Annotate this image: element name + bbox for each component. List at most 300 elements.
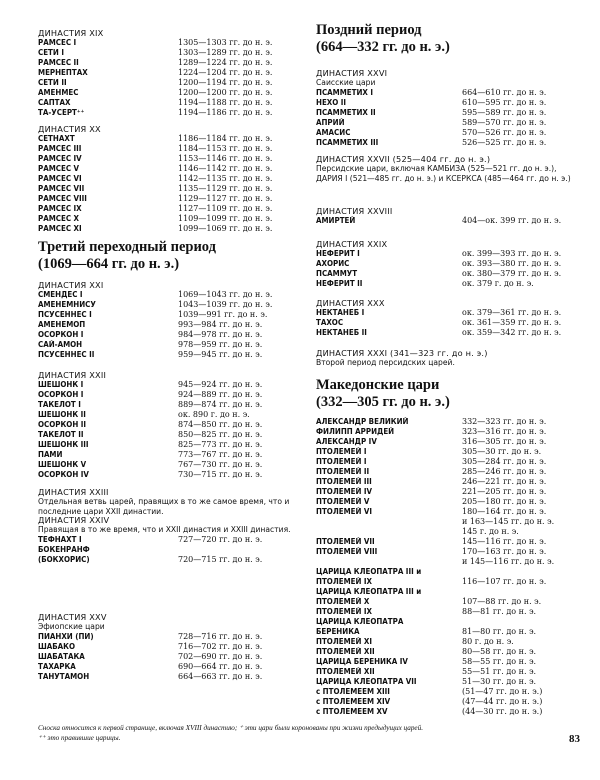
- king-row: [316, 279, 584, 289]
- king-row: [316, 427, 584, 437]
- reign-dates: 1224—1204 гг. до н. э.: [178, 68, 273, 77]
- king-row: [38, 300, 300, 310]
- king-row: [316, 259, 584, 269]
- king-row: [38, 224, 300, 234]
- reign-dates: 107—88 гг. до н. э.: [462, 597, 542, 606]
- king-name: ЦАРИЦА КЛЕОПАТРА: [316, 617, 404, 626]
- reign-dates: 978—959 гг. до н. э.: [178, 340, 263, 349]
- king-name: ПТОЛЕМЕЙ III: [316, 477, 372, 486]
- dynasty-21: [38, 280, 300, 360]
- king-name: ПТОЛЕМЕЙ IX: [316, 577, 373, 586]
- reign-dates: 246—221 гг. до н. э.: [462, 477, 547, 486]
- reign-dates: 1184—1153 гг. до н. э.: [178, 144, 273, 153]
- reign-dates: 81—80 гг. до н. э.: [462, 627, 537, 636]
- king-row: [316, 657, 584, 667]
- king-row: [38, 672, 300, 682]
- king-name: ПТОЛЕМЕЙ X: [316, 597, 370, 606]
- king-row: [316, 477, 584, 487]
- king-row: [38, 48, 300, 58]
- reign-dates: 80—58 гг. до н. э.: [462, 647, 537, 656]
- king-name: ТАКЕЛОТ I: [38, 400, 81, 409]
- reign-dates: 595—589 гг. до н. э.: [462, 107, 547, 117]
- king-row: [316, 577, 584, 587]
- king-row: [316, 537, 584, 547]
- king-row: [316, 507, 584, 517]
- king-row: [316, 677, 584, 687]
- reign-dates: 570—526 гг. до н. э.: [462, 127, 547, 137]
- reign-dates: 526—525 гг. до н. э.: [462, 137, 547, 147]
- king-row: [316, 707, 584, 717]
- king-name: НЕКТАНЕБ II: [316, 328, 367, 337]
- king-row: [38, 154, 300, 164]
- reign-dates: 664—610 гг. до н. э.: [462, 87, 547, 97]
- reign-dates: 1039—991 гг. до н. э.: [178, 310, 268, 319]
- reign-dates: ок. 379—361 гг. до н. э.: [462, 308, 562, 317]
- dynasty-title: ДИНАСТИЯ XXI: [38, 280, 104, 290]
- reign-dates: 1142—1135 гг. до н. э.: [178, 174, 273, 183]
- king-name: ШАБАТАКА: [38, 651, 85, 661]
- king-name: [316, 517, 462, 527]
- reign-dates: и 163—145 гг. до н. э.: [462, 517, 555, 526]
- king-name: ПТОЛЕМЕЙ V: [316, 497, 370, 506]
- king-name: АХОРИС: [316, 259, 350, 268]
- section-heading-dates: (1069—664 гг. до н. э.): [38, 256, 180, 272]
- reign-dates: 404—ок. 399 гг. до н. э.: [462, 216, 562, 225]
- reign-dates: 51—30 гг. до н. э.: [462, 677, 537, 686]
- dynasty-subtitle: Саисские цари: [316, 78, 376, 87]
- king-name: РАМСЕС I: [38, 38, 77, 47]
- king-name: СЕТНАХТ: [38, 134, 75, 143]
- king-name: ПТОЛЕМЕЙ XII: [316, 647, 375, 656]
- king-name: ЦАРИЦА КЛЕОПАТРА III и: [316, 567, 422, 576]
- king-row: [38, 144, 300, 154]
- reign-dates: 727—720 гг. до н. э.: [178, 534, 263, 544]
- dynasty-title: ДИНАСТИЯ XXXI (341—323 гг. до н. э.): [316, 348, 488, 358]
- king-row: [38, 390, 300, 400]
- king-row: [316, 597, 584, 607]
- reign-dates: 145 г. до н. э.: [462, 527, 519, 536]
- king-name: ТАХОС: [316, 318, 344, 327]
- reign-dates: [462, 567, 584, 577]
- king-row: [38, 380, 300, 390]
- reign-dates: 1194—1186 гг. до н. э.: [178, 108, 273, 117]
- king-row: [38, 470, 300, 480]
- reign-dates: 1043—1039 гг. до н. э.: [178, 300, 273, 309]
- king-row: [38, 68, 300, 78]
- reign-dates: 205—180 гг. до н. э.: [462, 497, 547, 506]
- king-row: [316, 138, 584, 148]
- king-name: АМАСИС: [316, 127, 351, 137]
- reign-dates: 716—702 гг. до н. э.: [178, 641, 263, 651]
- reign-dates: 1289—1224 гг. до н. э.: [178, 58, 273, 67]
- king-name: НЕХО II: [316, 97, 347, 107]
- king-row: [38, 134, 300, 144]
- dynasty-26: [316, 68, 584, 148]
- king-name: (БОКХОРИС): [38, 554, 90, 564]
- footnote-line: ⁺⁺ это правившие царицы.: [38, 733, 121, 742]
- king-name: САЙ-АМОН: [38, 340, 83, 349]
- king-row: [316, 697, 584, 707]
- dynasty-28: [316, 206, 584, 226]
- king-row: [316, 328, 584, 338]
- reign-dates: ок. 890 г. до н. э.: [178, 410, 250, 419]
- king-name: ПИАНХИ (ПИ): [38, 631, 94, 641]
- reign-dates: [178, 545, 300, 555]
- king-row: [38, 290, 300, 300]
- reign-dates: 690—664 гг. до н. э.: [178, 661, 263, 671]
- king-row: [316, 487, 584, 497]
- king-name: ПТОЛЕМЕЙ VII: [316, 537, 375, 546]
- king-row: [316, 98, 584, 108]
- dynasty-title: ДИНАСТИЯ XXVI: [316, 68, 388, 78]
- dynasty-note: Правящая в то же время, что и XXII династия и XXIII династия.: [38, 525, 291, 534]
- king-row: [38, 310, 300, 320]
- king-row: [38, 38, 300, 48]
- reign-dates: 664—663 гг. до н. э.: [178, 671, 263, 681]
- king-row: [38, 184, 300, 194]
- king-name: ПТОЛЕМЕЙ VIII: [316, 547, 378, 556]
- king-name: АПРИЙ: [316, 117, 345, 127]
- king-name: АЛЕКСАНДР ВЕЛИКИЙ: [316, 417, 409, 426]
- king-name: ШЕШОНК III: [38, 440, 89, 449]
- king-name: ЦАРИЦА БЕРЕНИКА IV: [316, 657, 408, 666]
- king-row: [316, 467, 584, 477]
- king-name: РАМСЕС VI: [38, 174, 82, 183]
- reign-dates: [462, 617, 584, 627]
- king-name: ТАХАРКА: [38, 661, 76, 671]
- reign-dates: 1200—1200 гг. до н. э.: [178, 88, 273, 97]
- reign-dates: 984—978 гг. до н. э.: [178, 330, 263, 339]
- king-name: АМЕНМЕС: [38, 88, 79, 97]
- king-row: [38, 98, 300, 108]
- reign-dates: и 145—116 гг. до н. э.: [462, 557, 555, 566]
- reign-dates: 1194—1188 гг. до н. э.: [178, 98, 273, 107]
- reign-dates: ок. 379 г. до н. э.: [462, 279, 534, 288]
- king-name: РАМСЕС II: [38, 58, 79, 67]
- dynasty-note: Персидские цари, включая КАМБИЗА (525—521 гг. до н. э.), ДАРИЯ I (521—485 гг. до н. э.) и КСЕРКСА (485—464 гг. до н. э.): [316, 164, 571, 183]
- dynasty-29: [316, 239, 584, 289]
- king-row: [316, 118, 584, 128]
- king-row: [316, 557, 584, 567]
- king-row: [38, 58, 300, 68]
- king-name: [316, 527, 462, 537]
- king-name: АМЕНЕМОП: [38, 320, 86, 329]
- section-macedonian: [316, 377, 584, 717]
- king-row: [38, 340, 300, 350]
- king-row: [316, 417, 584, 427]
- reign-dates: ок. 399—393 гг. до н. э.: [462, 249, 562, 258]
- king-name: ОСОРКОН I: [38, 330, 84, 339]
- king-row: [38, 410, 300, 420]
- king-name: ПТОЛЕМЕЙ IV: [316, 487, 373, 496]
- king-row: [38, 400, 300, 410]
- king-name: СЕТИ I: [38, 48, 64, 57]
- king-name: ШЕШОНК I: [38, 380, 84, 389]
- king-name: с ПТОЛЕМЕЕМ XIII: [316, 687, 390, 696]
- king-name: ТА-УСЕРТ⁺⁺: [38, 108, 85, 117]
- reign-dates: 945—924 гг. до н. э.: [178, 380, 263, 389]
- king-row: [316, 587, 584, 597]
- reign-dates: 1109—1099 гг. до н. э.: [178, 214, 273, 223]
- king-row: [316, 627, 584, 637]
- reign-dates: 720—715 гг. до н. э.: [178, 554, 263, 564]
- king-name: БЕРЕНИКА: [316, 627, 360, 636]
- king-row: [316, 437, 584, 447]
- king-name: [316, 557, 462, 567]
- king-row: [38, 78, 300, 88]
- king-row: [38, 420, 300, 430]
- reign-dates: (51—47 гг. до н. э.): [462, 687, 543, 696]
- dynasty-title: ДИНАСТИЯ XXIX: [316, 239, 388, 249]
- king-row: [38, 164, 300, 174]
- reign-dates: 1127—1109 гг. до н. э.: [178, 204, 273, 213]
- reign-dates: 959—945 гг. до н. э.: [178, 350, 263, 359]
- reign-dates: 825—773 гг. до н. э.: [178, 440, 263, 449]
- king-row: [38, 652, 300, 662]
- section-heading: Поздний период: [316, 22, 422, 38]
- king-row: [316, 517, 584, 527]
- king-row: [316, 607, 584, 617]
- king-name: ЦАРИЦА КЛЕОПАТРА VII: [316, 677, 417, 686]
- king-name: ПТОЛЕМЕЙ VI: [316, 507, 373, 516]
- king-name: ПСАММУТ: [316, 269, 358, 278]
- dynasty-title: ДИНАСТИЯ XX: [38, 124, 101, 134]
- king-row: [38, 204, 300, 214]
- king-row: [38, 320, 300, 330]
- king-name: ПСАММЕТИХ III: [316, 137, 379, 147]
- king-row: [38, 440, 300, 450]
- king-row: [38, 632, 300, 642]
- king-row: [316, 457, 584, 467]
- footnote: [38, 724, 528, 743]
- dynasty-title: ДИНАСТИЯ XXV: [38, 612, 107, 622]
- reign-dates: 730—715 гг. до н. э.: [178, 470, 263, 479]
- king-name: НЕФЕРИТ II: [316, 279, 363, 288]
- reign-dates: 1135—1129 гг. до н. э.: [178, 184, 273, 193]
- reign-dates: 850—825 гг. до н. э.: [178, 430, 263, 439]
- king-row: [316, 108, 584, 118]
- reign-dates: 305—284 гг. до н. э.: [462, 457, 547, 466]
- reign-dates: 180—164 гг. до н. э.: [462, 507, 547, 516]
- king-name: СЕТИ II: [38, 78, 67, 87]
- dynasty-27: [316, 154, 584, 184]
- reign-dates: (44—30 гг. до н. э.): [462, 707, 543, 716]
- king-row: [316, 567, 584, 577]
- king-row: [316, 637, 584, 647]
- reign-dates: 221—205 гг. до н. э.: [462, 487, 547, 496]
- dynasty-title: ДИНАСТИЯ XIX: [38, 28, 104, 38]
- king-name: РАМСЕС III: [38, 144, 82, 153]
- reign-dates: 116—107 гг. до н. э.: [462, 577, 547, 586]
- king-row: [316, 647, 584, 657]
- reign-dates: 55—51 гг. до н. э.: [462, 667, 537, 676]
- dynasty-25: [38, 612, 300, 682]
- section-third-intermediate: [38, 239, 300, 273]
- reign-dates: 1099—1069 гг. до н. э.: [178, 224, 273, 233]
- king-row: [316, 269, 584, 279]
- king-row: [38, 535, 300, 545]
- reign-dates: 88—81 гг. до н. э.: [462, 607, 537, 616]
- king-name: ОСОРКОН I: [38, 390, 84, 399]
- king-name: ПТОЛЕМЕЙ IX: [316, 607, 373, 616]
- dynasty-subtitle: Эфиопские цари: [38, 622, 105, 631]
- king-row: [38, 460, 300, 470]
- king-name: ШЕШОНК V: [38, 460, 87, 469]
- king-name: ПТОЛЕМЕЙ II: [316, 467, 370, 476]
- king-name: РАМСЕС VII: [38, 184, 85, 193]
- dynasty-23: [38, 487, 300, 517]
- reign-dates: 80 г. до н. э.: [462, 637, 514, 646]
- reign-dates: 1153—1146 гг. до н. э.: [178, 154, 273, 163]
- reign-dates: 170—163 гг. до н. э.: [462, 547, 547, 556]
- king-row: [316, 497, 584, 507]
- king-name: ОСОРКОН IV: [38, 470, 89, 479]
- reign-dates: 285—246 гг. до н. э.: [462, 467, 547, 476]
- king-name: РАМСЕС VIII: [38, 194, 87, 203]
- king-name: ПСАММЕТИХ I: [316, 87, 373, 97]
- king-row: [38, 555, 300, 565]
- reign-dates: [462, 587, 584, 597]
- reign-dates: 1129—1127 гг. до н. э.: [178, 194, 273, 203]
- king-row: [38, 545, 300, 555]
- dynasty-24: [38, 515, 300, 565]
- king-row: [38, 350, 300, 360]
- king-row: [38, 214, 300, 224]
- reign-dates: 323—316 гг. до н. э.: [462, 427, 547, 436]
- reign-dates: 1146—1142 гг. до н. э.: [178, 164, 273, 173]
- reign-dates: 874—850 гг. до н. э.: [178, 420, 263, 429]
- dynasty-19: [38, 28, 300, 118]
- king-name: ПСУСЕННЕС II: [38, 350, 95, 359]
- king-row: [38, 430, 300, 440]
- page-number: 83: [569, 733, 580, 745]
- king-row: [316, 128, 584, 138]
- king-name: БОКЕНРАНФ: [38, 544, 90, 554]
- king-name: МЕРНЕПТАХ: [38, 68, 88, 77]
- king-name: ПТОЛЕМЕЙ I: [316, 457, 367, 466]
- king-name: ПТОЛЕМЕЙ XII: [316, 667, 375, 676]
- section-heading-dates: (332—305 гг. до н. э.): [316, 394, 450, 410]
- king-row: [38, 88, 300, 98]
- king-row: [316, 667, 584, 677]
- king-row: [38, 108, 300, 118]
- reign-dates: 773—767 гг. до н. э.: [178, 450, 263, 459]
- dynasty-31: [316, 348, 584, 368]
- king-name: ПАМИ: [38, 450, 63, 459]
- king-name: ШАБАКО: [38, 641, 76, 651]
- reign-dates: (47—44 гг. до н. э.): [462, 697, 543, 706]
- reign-dates: 728—716 гг. до н. э.: [178, 631, 263, 641]
- king-row: [316, 447, 584, 457]
- king-name: АЛЕКСАНДР IV: [316, 437, 377, 446]
- king-row: [38, 330, 300, 340]
- king-name: ТАНУТАМОН: [38, 671, 90, 681]
- reign-dates: ок. 393—380 гг. до н. э.: [462, 259, 562, 268]
- dynasty-note: Отдельная ветвь царей, правящих в то же самое время, что и последние цари XXII династии.: [38, 497, 290, 516]
- dynasty-title: ДИНАСТИЯ XXVIII: [316, 206, 393, 216]
- king-row: [316, 88, 584, 98]
- king-name: РАМСЕС X: [38, 214, 79, 223]
- king-name: ПСАММЕТИХ II: [316, 107, 376, 117]
- king-name: ТЕФНАХТ I: [38, 534, 82, 544]
- section-heading: Македонские цари: [316, 377, 440, 393]
- king-name: ЦАРИЦА КЛЕОПАТРА III и: [316, 587, 422, 596]
- king-name: ФИЛИПП АРРИДЕЙ: [316, 427, 395, 436]
- king-row: [38, 174, 300, 184]
- king-row: [316, 318, 584, 328]
- reign-dates: 145—116 гг. до н. э.: [462, 537, 547, 546]
- reign-dates: 702—690 гг. до н. э.: [178, 651, 263, 661]
- dynasty-title: ДИНАСТИЯ XXVII (525—404 гг. до н. э.): [316, 154, 491, 164]
- reign-dates: ок. 361—359 гг. до н. э.: [462, 318, 562, 327]
- king-row: [316, 547, 584, 557]
- king-name: РАМСЕС V: [38, 164, 79, 173]
- reign-dates: 1200—1194 гг. до н. э.: [178, 78, 273, 87]
- king-name: САПТАХ: [38, 98, 71, 107]
- dynasty-title: ДИНАСТИЯ XXIII: [38, 487, 109, 497]
- dynasty-30: [316, 298, 584, 338]
- reign-dates: 993—984 гг. до н. э.: [178, 320, 263, 329]
- reign-dates: 1069—1043 гг. до н. э.: [178, 290, 273, 299]
- king-name: ШЕШОНК II: [38, 410, 86, 419]
- section-heading: Третий переходный период: [38, 239, 216, 255]
- king-name: СМЕНДЕС I: [38, 290, 83, 299]
- king-name: с ПТОЛЕМЕЕМ XIV: [316, 697, 391, 706]
- king-row: [316, 249, 584, 259]
- king-name: АМЕНЕМНИСУ: [38, 300, 96, 309]
- king-row: [38, 642, 300, 652]
- section-late-period: [316, 22, 584, 56]
- king-name: РАМСЕС IX: [38, 204, 82, 213]
- king-name: РАМСЕС IV: [38, 154, 82, 163]
- reign-dates: 58—55 гг. до н. э.: [462, 657, 537, 666]
- king-name: ОСОРКОН II: [38, 420, 87, 429]
- reign-dates: 1186—1184 гг. до н. э.: [178, 134, 273, 143]
- king-row: [316, 687, 584, 697]
- king-name: НЕКТАНЕБ I: [316, 308, 365, 317]
- king-name: ПТОЛЕМЕЙ XI: [316, 637, 373, 646]
- king-name: РАМСЕС XI: [38, 224, 82, 233]
- king-name: ПСУСЕННЕС I: [38, 310, 92, 319]
- reign-dates: 305—30 гг. до н. э.: [462, 447, 542, 456]
- king-name: АМИРТЕЙ: [316, 216, 356, 225]
- king-name: НЕФЕРИТ I: [316, 249, 360, 258]
- reign-dates: 332—323 гг. до н. э.: [462, 417, 547, 426]
- reign-dates: 610—595 гг. до н. э.: [462, 97, 547, 107]
- dynasty-note: Второй период персидских царей.: [316, 358, 455, 367]
- footnote-line: Сноска относится к первой странице, включая XVIII династию; ⁺ эти цари были коронованы при жизни предыдущих царей.: [38, 724, 424, 732]
- king-name: ПТОЛЕМЕЙ I: [316, 447, 367, 456]
- dynasty-20: [38, 124, 300, 234]
- king-row: [316, 617, 584, 627]
- king-row: [316, 216, 584, 226]
- dynasty-title: ДИНАСТИЯ XXIV: [38, 515, 110, 525]
- king-row: [316, 308, 584, 318]
- king-row: [38, 194, 300, 204]
- reign-dates: 1303—1289 гг. до н. э.: [178, 48, 273, 57]
- dynasty-22: [38, 370, 300, 480]
- reign-dates: ок. 359—342 гг. до н. э.: [462, 328, 562, 337]
- section-heading-dates: (664—332 гг. до н. э.): [316, 39, 450, 55]
- king-row: [38, 662, 300, 672]
- reign-dates: 589—570 гг. до н. э.: [462, 117, 547, 127]
- king-name: с ПТОЛЕМЕЕМ XV: [316, 707, 388, 716]
- reign-dates: 1305—1303 гг. до н. э.: [178, 38, 273, 47]
- reign-dates: 889—874 гг. до н. э.: [178, 400, 263, 409]
- reign-dates: 767—730 гг. до н. э.: [178, 460, 263, 469]
- reign-dates: ок. 380—379 гг. до н. э.: [462, 269, 562, 278]
- dynasty-title: ДИНАСТИЯ XXII: [38, 370, 107, 380]
